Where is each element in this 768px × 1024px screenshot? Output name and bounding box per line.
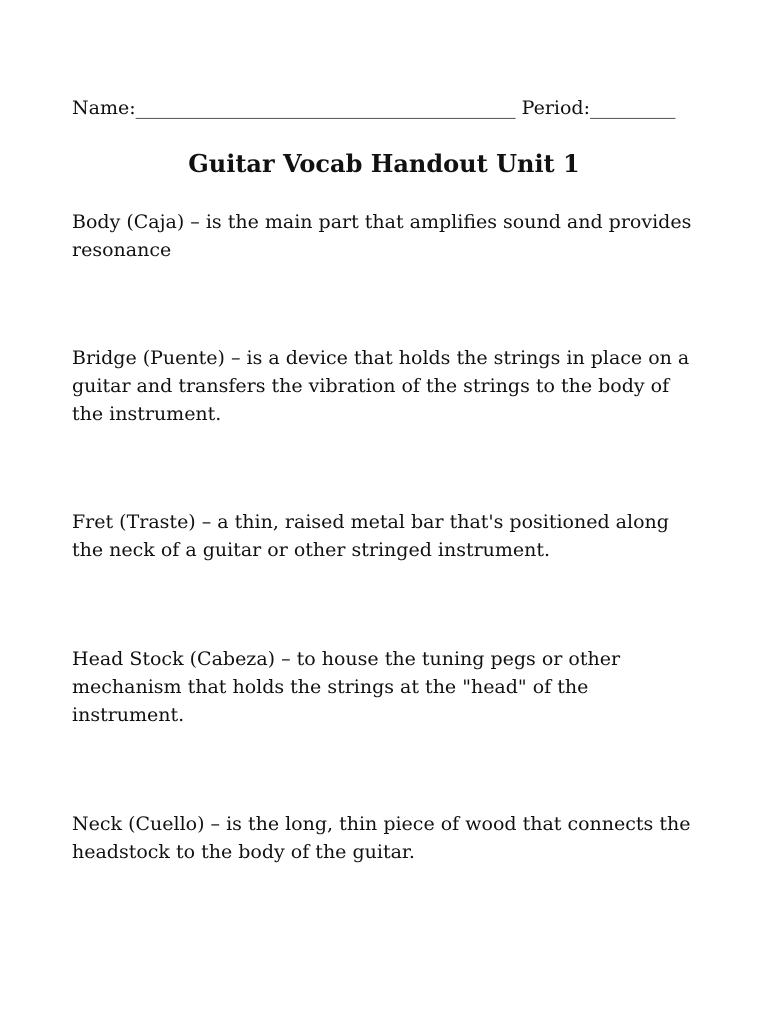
name-period-line: Name:________________________________________ Period:_________ (72, 97, 676, 119)
vocab-entry-body: Body (Caja) – is the main part that amplifies sound and provides resonance (72, 211, 692, 261)
vocab-entry-neck: Neck (Cuello) – is the long, thin piece of wood that connects the headstock to the body of the guitar. (72, 813, 691, 863)
vocab-entry-bridge: Bridge (Puente) – is a device that holds the strings in place on a guitar and transfers the vibration of the strings to the body of the instrument. (72, 347, 690, 425)
vocab-entry-fret: Fret (Traste) – a thin, raised metal bar that's positioned along the neck of a guitar or other stringed instrument. (72, 511, 669, 561)
vocab-entry-head-stock: Head Stock (Cabeza) – to house the tuning pegs or other mechanism that holds the strings at the "head" of the instrument. (72, 648, 621, 726)
page-title: Guitar Vocab Handout Unit 1 (188, 149, 580, 178)
